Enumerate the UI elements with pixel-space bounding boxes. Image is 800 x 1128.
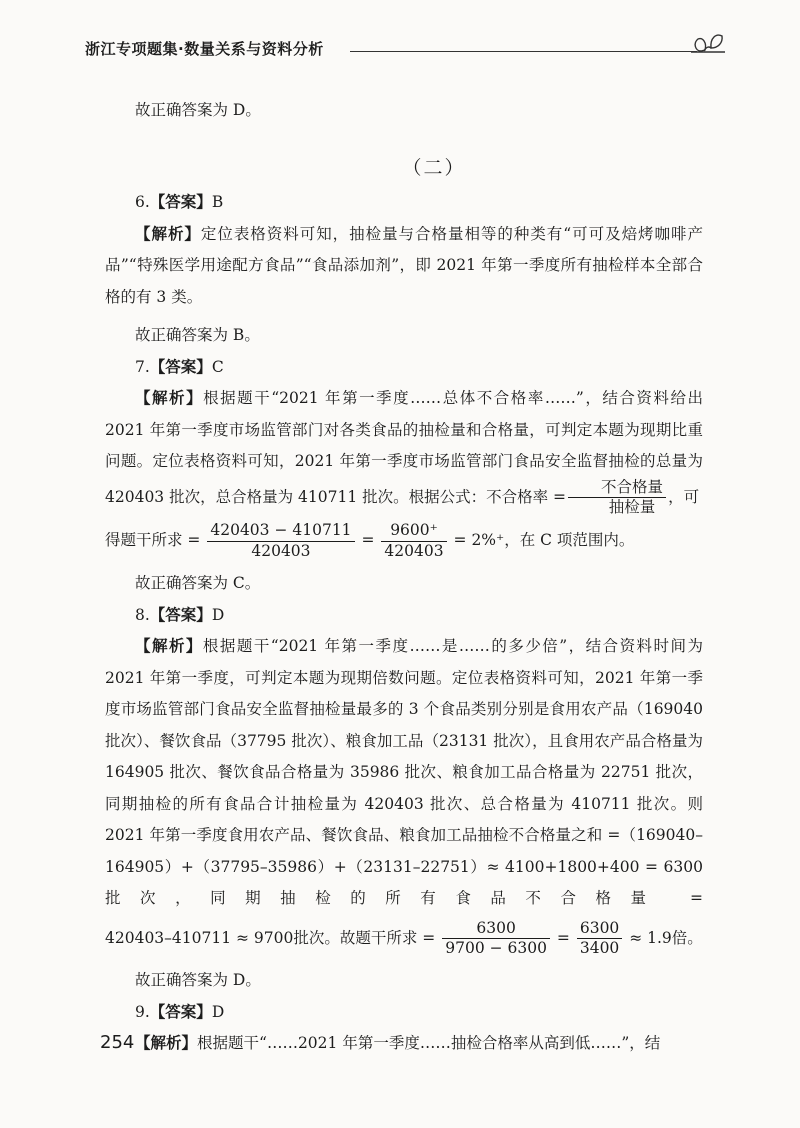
fraction-denominator: 420403 <box>384 541 444 560</box>
q8-formula-tail: ≈ 1.9倍。 <box>629 928 703 947</box>
fraction-2 <box>381 521 446 561</box>
answer-tag: 【答案】 <box>149 357 212 376</box>
answer-tag: 【答案】 <box>149 605 212 624</box>
q7-number: 7. <box>135 357 150 376</box>
page-header <box>85 30 725 66</box>
fraction-3 <box>442 919 550 959</box>
q9-answer-line <box>105 997 703 1029</box>
fraction-numerator: 6300 <box>577 919 622 939</box>
q6-answer-line <box>105 187 703 219</box>
fraction-numerator: 6300 <box>442 919 550 939</box>
q7-analysis-1 <box>105 383 703 517</box>
fraction-denominator: 抽检量 <box>608 497 656 516</box>
fraction-4 <box>577 919 622 959</box>
q7-formula-line <box>105 521 703 561</box>
q8-analysis-1 <box>105 631 703 915</box>
page-content <box>105 95 703 1060</box>
fraction-defect-rate <box>568 478 666 518</box>
analysis-tag: 【解析】 <box>135 1034 198 1053</box>
equals-sign: = <box>556 928 570 947</box>
answer-tag: 【答案】 <box>149 1002 212 1021</box>
fraction-denominator: 420403 <box>251 541 311 560</box>
header-rule <box>350 51 697 52</box>
analysis-tag: 【解析】 <box>135 224 201 243</box>
header-title: 浙江专项题集·数量关系与资料分析 <box>85 40 324 58</box>
q6-answer: B <box>211 193 224 211</box>
q8-answer-line <box>105 600 703 632</box>
fraction-denominator: 3400 <box>579 938 620 957</box>
q9-number: 9. <box>135 1002 150 1021</box>
sprout-icon <box>691 30 725 64</box>
q7-answer: C <box>211 357 224 376</box>
page-number: 254 <box>100 1032 135 1053</box>
fraction-numerator: 420403 − 410711 <box>207 521 354 541</box>
q9-answer: D <box>211 1002 225 1021</box>
equals-sign: = <box>361 531 375 550</box>
q7-formula-tail: = 2%⁺，在 C 项范围内。 <box>453 531 635 550</box>
q7-formula-lead: 得题干所求 = <box>105 531 201 550</box>
fraction-1 <box>207 521 354 561</box>
fraction-numerator: 9600⁺ <box>381 521 446 541</box>
analysis-tag: 【解析】 <box>135 389 204 407</box>
q9-analysis <box>105 1028 703 1060</box>
q9-analysis-text: 根据题干“……2021 年第一季度……抽检合格率从高到低……”，结 <box>197 1034 661 1053</box>
q7-conclusion: 故正确答案为 C。 <box>135 574 261 592</box>
q8-formula-lead: 420403–410711 ≈ 9700批次。故题干所求 = <box>105 928 436 947</box>
q6-analysis <box>105 219 703 314</box>
q7-answer-line <box>105 352 703 384</box>
q8-number: 8. <box>135 605 150 624</box>
q6-number: 6. <box>135 193 150 211</box>
q8-analysis-text: 根据题干“2021 年第一季度……是……的多少倍”，结合资料时间为 2021 年第一季度，可判定本题为现期倍数问题。定位表格资料可知，2021 年第一季度市场监管部门食品安全监督抽检量最多的 3 个食品类别分别是食用农产品（169040 批次）、餐饮食品（37795 批次）、粮食加工品（23131 批次），且食用农产品合格量为 164905 批次、餐饮食品合格量为 35986 批次、粮食加工品合格量为 22751 批次，同期抽检的所有食品合计抽检量为 420403 批次、总合格量为 410711 批次。则 2021 年第一季度食用农产品、餐饮食品、粮食加工品抽检不合格量之和 =（169040–164905）+（37795–35986）+（23131–22751）≈ 4100+1800+400 = 6300 批次，同期抽检的所有食品不合格量 = <box>105 637 703 907</box>
section-title: （二） <box>402 156 466 179</box>
q6-analysis-text: 定位表格资料可知，抽检量与合格量相等的种类有“可可及焙烤咖啡产品”“特殊医学用途配方食品”“食品添加剂”，即 2021 年第一季度所有抽检样本全部合格的有 3 类。 <box>105 224 703 306</box>
q8-answer: D <box>211 605 225 624</box>
q6-conclusion: 故正确答案为 B。 <box>135 326 260 344</box>
answer-tag: 【答案】 <box>149 193 212 211</box>
q7-analysis-tail: ，可 <box>668 487 700 506</box>
conclusion-line: 故正确答案为 D。 <box>135 101 261 119</box>
analysis-tag: 【解析】 <box>135 637 203 655</box>
q7-analysis-text: 根据题干“2021 年第一季度……总体不合格率……”，结合资料给出 2021 年第一季度市场监管部门对各类食品的抽检量和合格量，可判定本题为现期比重问题。定位表格资料可知，2021 年第一季度市场监管部门食品安全监督抽检的总量为 420403 批次，总合格量为 410711 批次。根据公式：不合格率 = <box>105 389 703 506</box>
q8-conclusion: 故正确答案为 D。 <box>135 971 261 990</box>
fraction-numerator: 不合格量 <box>568 478 666 498</box>
q8-formula-line <box>105 919 703 959</box>
fraction-denominator: 9700 − 6300 <box>445 938 547 957</box>
